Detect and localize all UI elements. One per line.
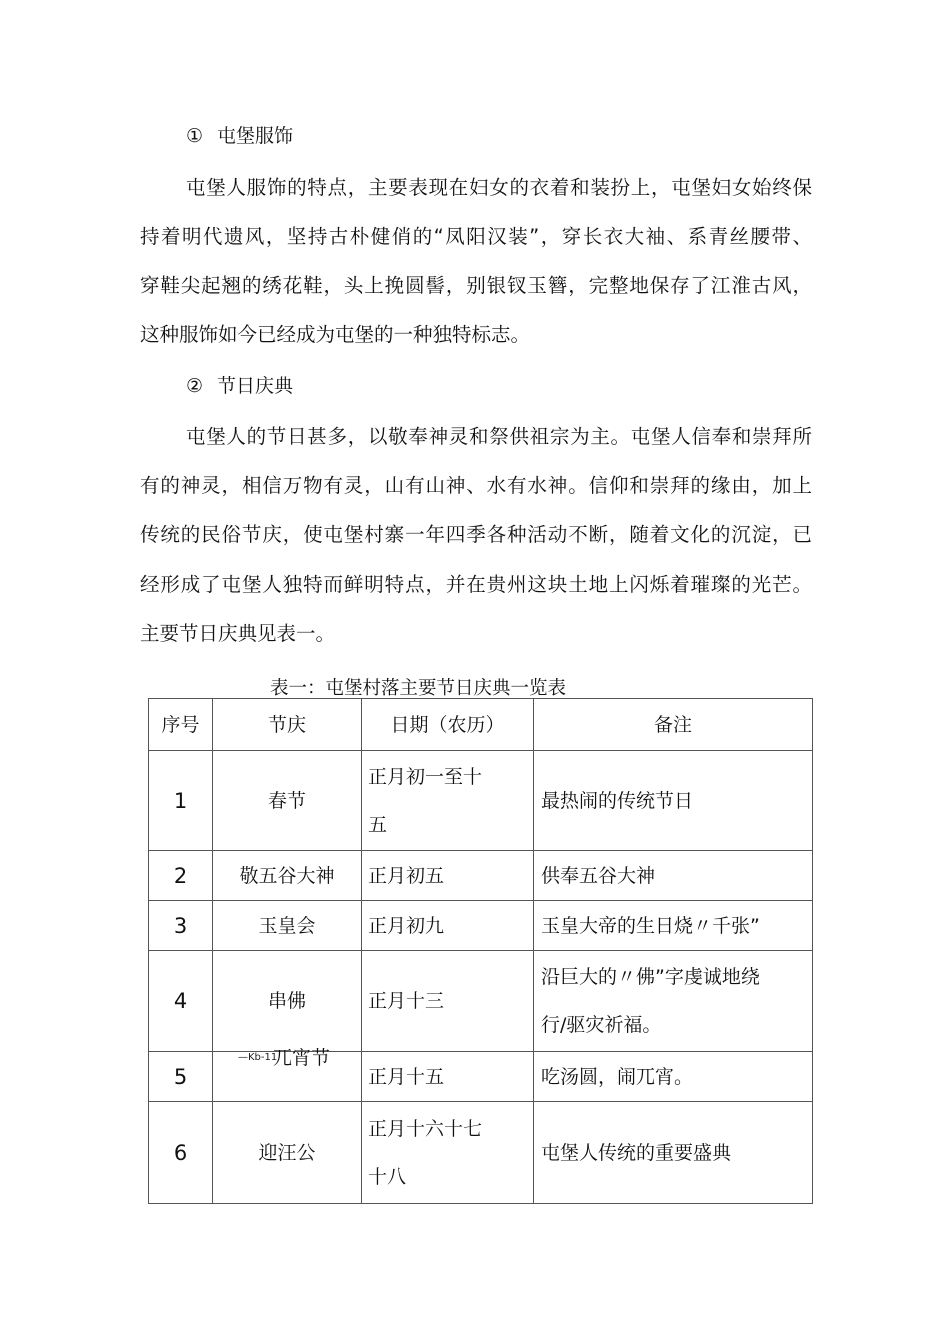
table-row [149,901,813,951]
cell-text-line: 正月初九 [368,914,445,937]
cell-festival: 敬五谷大神 [213,851,362,901]
cell-text-line: 正月十五 [368,1065,445,1088]
paragraph-line: 屯堡人服饰的特点，主要表现在妇女的衣着和装扮上，屯堡妇女始终保 [186,176,812,199]
cell-seq: 2 [149,851,213,901]
section-heading-clothing [186,124,293,148]
cell-text-line: 吃汤圆，闹兀宵。 [541,1065,694,1088]
section-title: 屯堡服饰 [217,125,294,147]
cell-note [534,951,813,1052]
header-note: 备注 [534,699,813,751]
cell-date [362,1102,534,1204]
cell-seq: 3 [149,901,213,951]
cell-date [362,901,534,951]
paragraph-line: 屯堡人的节日甚多，以敬奉神灵和祭供祖宗为主。屯堡人信奉和崇拜所 [186,425,812,448]
stray-mark: —Kb-11 [238,1052,278,1063]
cell-seq: 6 [149,1102,213,1204]
cell-seq: 1 [149,751,213,851]
table-row [149,751,813,851]
paragraph-line: 这种服饰如今已经成为屯堡的一种独特标志。 [140,323,531,346]
header-date: 日期（农历） [362,699,534,751]
cell-date [362,1052,534,1102]
paragraph-line: 经形成了屯堡人独特而鲜明特点，并在贵州这块土地上闪烁着璀璨的光芒。 [140,573,812,596]
section-number: ② [186,375,204,397]
paragraph-line: 持着明代遗风，坚持古朴健俏的“凤阳汉装”，穿长衣大袖、系青丝腰带、 [140,225,812,248]
cell-text-line: 五 [368,813,388,836]
cell-text-line: 沿巨大的〃佛”字虔诚地绕 [541,966,760,988]
cell-note [534,751,813,851]
cell-festival: 串佛 [213,951,362,1052]
cell-text-line: 最热闹的传统节日 [541,789,694,812]
paragraph-line: 穿鞋尖起翘的绣花鞋，头上挽圆髻，别银钗玉簪，完整地保存了江淮古风， [140,274,812,297]
cell-text-line: 屯堡人传统的重要盛典 [541,1141,732,1164]
table-header-row [149,699,813,751]
cell-note [534,1052,813,1102]
stray-festival-name: 兀宵节 [273,1047,331,1069]
section-heading-festivals [186,374,293,398]
cell-text-line: 正月初一至十 [368,765,483,788]
section-number: ① [186,125,204,147]
cell-note [534,1102,813,1204]
cell-festival: 迎汪公 [213,1102,362,1204]
cell-festival: 玉皇会 [213,901,362,951]
cell-date [362,951,534,1052]
cell-text-line: 正月十六十七 [368,1117,483,1140]
cell-seq: 5 [149,1052,213,1102]
paragraph-line: 传统的民俗节庆，使屯堡村寨一年四季各种活动不断，随着文化的沉淀，已 [140,523,812,546]
cell-text-line: 十八 [368,1165,407,1188]
cell-seq: 4 [149,951,213,1052]
cell-text-line: 正月十三 [368,990,445,1012]
cell-text-line: 行/驱灾祈福。 [541,1014,662,1036]
table-caption: 表一：屯堡村落主要节日庆典一览表 [270,678,567,699]
header-festival: 节庆 [213,699,362,751]
cell-text-line: 正月初五 [368,864,445,887]
cell-note [534,851,813,901]
cell-text-line: 玉皇大帝的生日烧〃千张” [541,914,760,937]
cell-festival: 春节 [213,751,362,851]
section-title: 节日庆典 [217,375,294,397]
festival-table [148,698,813,1204]
cell-note [534,901,813,951]
paragraph-line: 主要节日庆典见表一。 [140,622,336,645]
cell-date [362,851,534,901]
cell-text-line: 供奉五谷大神 [541,864,656,887]
table-row [149,851,813,901]
table-row [149,951,813,1052]
paragraph-line: 有的神灵，相信万物有灵，山有山神、水有水神。信仰和崇拜的缘由，加上 [140,474,812,497]
header-seq: 序号 [149,699,213,751]
table-row [149,1102,813,1204]
cell-date [362,751,534,851]
